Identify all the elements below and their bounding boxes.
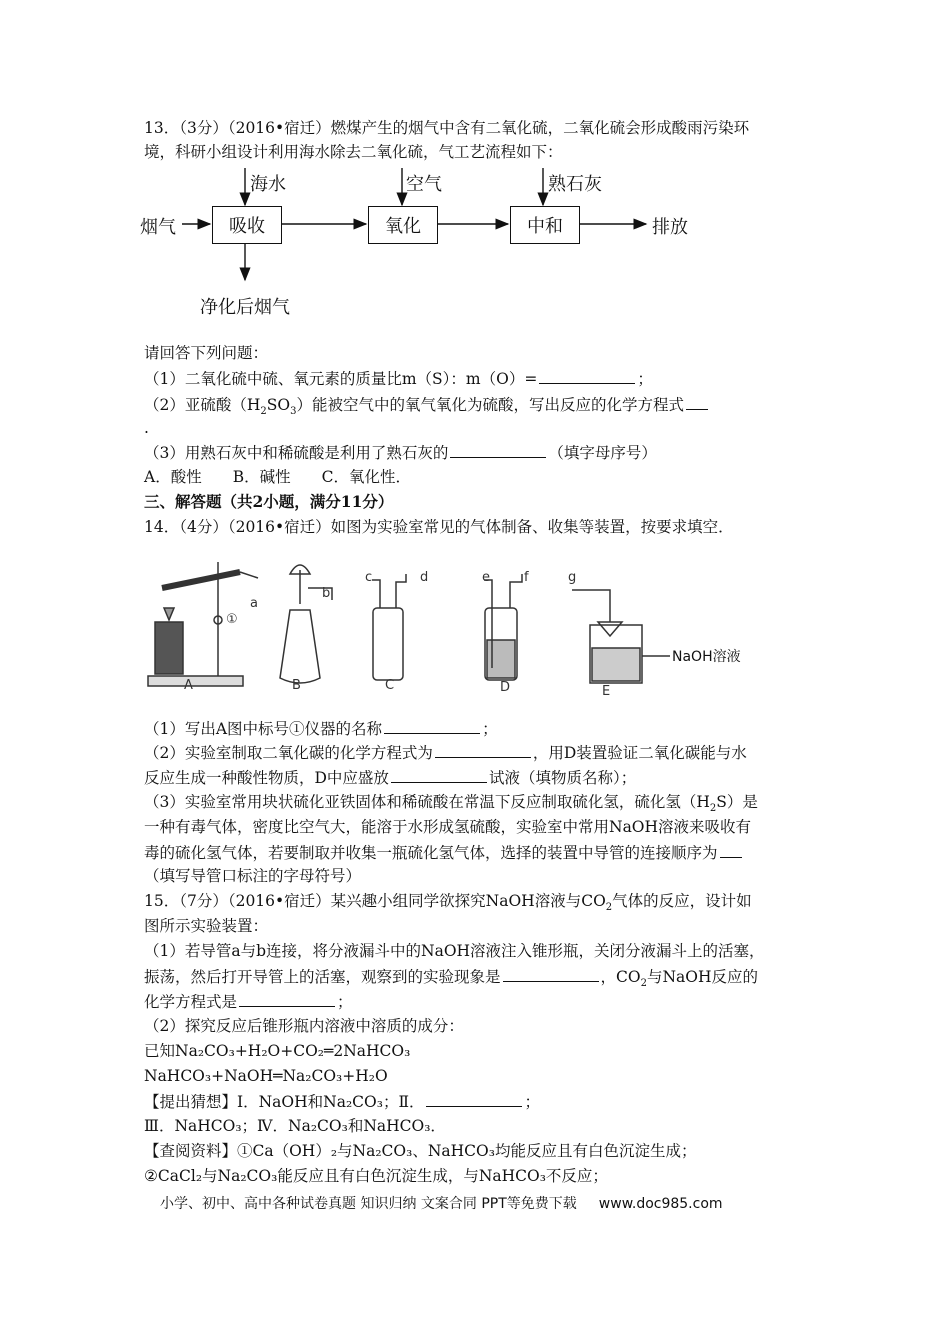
q15-part1-text-b: 振荡，然后打开导管上的活塞，观察到的实验现象是	[144, 968, 501, 986]
process-flow-diagram	[140, 160, 740, 330]
equation-1: Na₂CO₃+H₂O+CO₂═2NaHCO₃	[175, 1042, 411, 1060]
inverted-funnel	[598, 622, 622, 636]
page-footer	[160, 1193, 723, 1213]
q13-part1-text: （1）二氧化硫中硫、氧元素的质量比m（S）：m（O）=	[144, 370, 538, 388]
q15-part2: （2）探究反应后锥形瓶内溶液中溶质的成分：	[144, 1017, 464, 1035]
port-label-a: a	[250, 596, 258, 611]
guess-text-a: 【提出猜想】Ⅰ．NaOH和Na₂CO₃；Ⅱ．	[144, 1093, 425, 1111]
answer-blank	[435, 742, 531, 758]
known-label: 已知	[144, 1042, 176, 1060]
answer-blank	[450, 442, 546, 458]
flow-box-neutralize: 中和	[510, 206, 580, 244]
tube-outlet	[240, 572, 258, 578]
q13-intro-line2: 境，科研小组设计利用海水除去二氧化硫，气工艺流程如下：	[144, 143, 563, 161]
answer-blank	[720, 842, 742, 858]
q15-guess-line1	[144, 1091, 540, 1112]
q15-intro-text-b: 气体的反应，设计如	[612, 892, 752, 910]
q15-info-line1: 【查阅资料】①Ca（OH）₂与Na₂CO₃、NaHCO₃均能反应且有白色沉淀生成；	[144, 1142, 697, 1160]
q14-part2-text-b: ，用D装置验证二氧化碳能与水	[532, 744, 747, 762]
alcohol-lamp	[155, 622, 183, 674]
subscript-2: 2	[260, 406, 267, 418]
q15-intro-text-a: 15．（7分）（2016•宿迁）某兴趣小组同学欲探究NaOH溶液与CO	[144, 892, 606, 910]
q15-part1-text-d: 与NaOH反应的	[646, 968, 758, 986]
tube-g	[572, 590, 610, 622]
flow-output-label: 排放	[652, 217, 688, 238]
stand-base	[148, 676, 243, 686]
port-label-b: b	[322, 586, 331, 601]
port-label-e: e	[482, 570, 490, 585]
q14-intro: 14．（4分）（2016•宿迁）如图为实验室常见的气体制备、收集等装置，按要求填空．	[144, 518, 734, 536]
q13-part1-end: ；	[637, 370, 653, 388]
flow-box-absorb: 吸收	[212, 206, 282, 244]
flow-input-label: 烟气	[140, 217, 176, 238]
conical-flask	[280, 610, 320, 683]
q13-options: A．酸性 B．碱性 C．氧化性．	[144, 468, 411, 486]
q14-part2-text-c: 反应生成一种酸性物质，D中应盛放	[144, 769, 389, 787]
q14-part3-line2: 一种有毒气体，密度比空气大，能溶于水形成氢硫酸，实验室中常用NaOH溶液来吸收有	[144, 818, 752, 836]
guess-end: ；	[524, 1093, 540, 1111]
port-label-c: c	[365, 570, 373, 585]
figure-label-E: E	[602, 684, 611, 699]
q14-part1	[144, 718, 498, 739]
q13-part2-text-c: ）能被空气中的氧气氧化为硫酸，写出反应的化学方程式	[296, 396, 684, 414]
q13-part1	[144, 368, 653, 389]
lamp-flame	[164, 608, 174, 620]
apparatus-drawing	[140, 560, 780, 700]
naoh-solution-label: NaOH溶液	[672, 649, 741, 665]
subscript-2: 2	[709, 803, 717, 815]
q13-part2	[144, 394, 710, 422]
tube-c	[372, 580, 380, 608]
test-tube	[162, 572, 240, 588]
q15-info-line2: ②CaCl₂与Na₂CO₃能反应且有白色沉淀生成，与NaHCO₃不反应；	[144, 1167, 608, 1185]
q14-part3-line3	[144, 842, 744, 863]
q15-intro-line1	[144, 891, 752, 918]
q14-part2-line1	[144, 742, 747, 763]
q14-part1-text: （1）写出A图中标号①仪器的名称	[144, 720, 383, 738]
gas-bottle-c	[373, 608, 403, 680]
q15-part1-text-e: 化学方程式是	[144, 993, 238, 1011]
figure-label-B: B	[292, 678, 301, 693]
q14-part2-text-d: 试液（填物质名称）；	[488, 769, 637, 787]
port-label-g: g	[568, 570, 577, 585]
q13-intro-line1: 13．（3分）（2016•宿迁）燃煤产生的烟气中含有二氧化硫，二氧化硫会形成酸雨污染环	[144, 119, 750, 137]
q15-part1-line3	[144, 991, 353, 1012]
q15-equation-2: NaHCO₃+NaOH═Na₂CO₃+H₂O	[144, 1067, 388, 1085]
q15-part1-end: ；	[337, 993, 353, 1011]
subscript-2: 2	[605, 902, 613, 914]
q13-part2-text-b: SO	[266, 396, 291, 414]
q13-prompt: 请回答下列问题：	[144, 344, 269, 362]
tube-f	[510, 574, 522, 608]
subscript-2: 2	[640, 978, 647, 990]
answer-blank	[391, 767, 487, 783]
flow-clean-gas-label: 净化后烟气	[200, 297, 290, 318]
beaker-liquid	[592, 648, 640, 681]
q13-part3-end: （填字母序号）	[548, 444, 657, 462]
answer-blank	[239, 991, 335, 1007]
q14-part3-text-d: 毒的硫化氢气体，若要制取并收集一瓶硫化氢气体，选择的装置中导管的连接顺序为	[144, 844, 718, 862]
flow-box-oxidize: 氧化	[368, 206, 438, 244]
q15-part1-text-c: ，CO	[600, 968, 641, 986]
flow-seawater-label: 海水	[250, 174, 286, 195]
answer-blank	[426, 1091, 522, 1107]
footer-url[interactable]: www.doc985.com	[598, 1196, 723, 1212]
q14-part3-text-a: （3）实验室常用块状硫化亚铁固体和稀硫酸在常温下反应制取硫化氢，硫化氢（H	[144, 793, 710, 811]
figure-label-A: A	[184, 678, 193, 693]
section-heading: 三、解答题（共2小题，满分11分）	[144, 492, 394, 511]
figure-label-D: D	[500, 680, 511, 695]
port-label-d: d	[420, 570, 429, 585]
footer-text: 小学、初中、高中各种试卷真题 知识归纳 文案合同 PPT等免费下载	[160, 1196, 577, 1212]
q14-part1-end: ；	[482, 720, 498, 738]
q15-part1-line1: （1）若导管a与b连接，将分液漏斗中的NaOH溶液注入锥形瓶，关闭分液漏斗上的活塞，	[144, 942, 765, 960]
q14-part3-line4: （填写导管口标注的字母符号）	[144, 867, 362, 885]
q15-guess-line2: Ⅲ．NaHCO₃；Ⅳ．Na₂CO₃和NaHCO₃．	[144, 1117, 446, 1135]
q14-part2-text-a: （2）实验室制取二氧化碳的化学方程式为	[144, 744, 433, 762]
answer-blank	[686, 394, 708, 410]
subscript-3: 3	[290, 406, 297, 418]
answer-blank	[384, 718, 480, 734]
answer-blank	[503, 966, 599, 982]
instrument-label-one: ①	[226, 612, 238, 627]
q15-equation-1	[144, 1041, 410, 1061]
q13-part3-text: （3）用熟石灰中和稀硫酸是利用了熟石灰的	[144, 444, 449, 462]
q14-part2-line2	[144, 767, 636, 788]
tube-d	[396, 574, 406, 608]
figure-label-C: C	[385, 678, 395, 693]
q14-part3-text-b: S）是	[716, 793, 758, 811]
lab-apparatus-figure	[140, 560, 780, 700]
flow-lime-label: 熟石灰	[548, 174, 602, 195]
q15-part1-line2	[144, 966, 758, 994]
q13-part3	[144, 442, 657, 463]
port-label-f: f	[524, 570, 529, 585]
q13-part2-text-a: （2）亚硫酸（H	[144, 396, 261, 414]
flow-air-label: 空气	[406, 174, 442, 195]
q14-part3-line1	[144, 792, 758, 819]
answer-blank	[539, 368, 635, 384]
q13-part2-dot: .	[144, 419, 149, 437]
bottle-liquid	[487, 640, 515, 678]
q15-intro-line2: 图所示实验装置：	[144, 917, 269, 935]
